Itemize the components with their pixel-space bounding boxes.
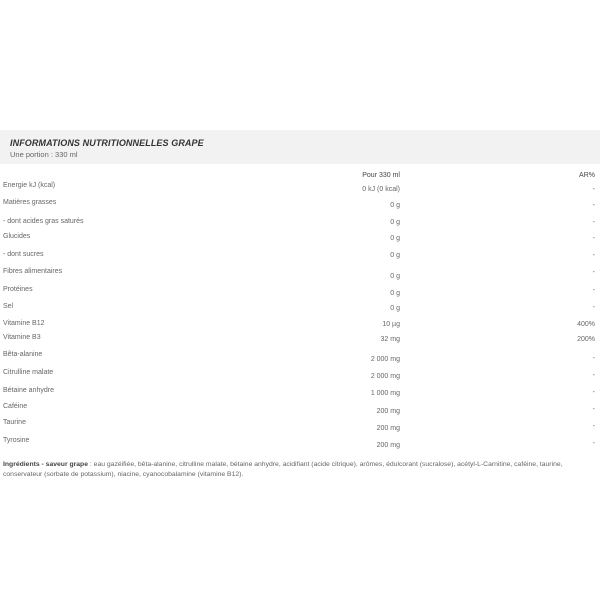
page-title: INFORMATIONS NUTRITIONNELLES GRAPE <box>10 138 204 148</box>
nutrient-name: Vitamine B3 <box>3 334 41 341</box>
table-row <box>0 265 600 283</box>
nutrient-value: 0 g <box>390 219 400 226</box>
ingredients-text <box>0 453 593 480</box>
nutrition-header <box>0 130 600 164</box>
nutrient-ar: - <box>592 235 595 242</box>
nutrient-name: - dont sucres <box>3 251 44 258</box>
nutrient-ar: - <box>592 186 595 193</box>
nutrient-name: Fibres alimentaires <box>3 268 63 275</box>
nutrient-value: 10 µg <box>382 321 400 328</box>
nutrient-ar: - <box>592 304 595 311</box>
nutrient-name: Taurine <box>3 419 26 426</box>
serving-size: Une portion : 330 ml <box>10 150 78 159</box>
table-row <box>0 197 600 214</box>
nutrient-ar: 400% <box>577 321 595 328</box>
nutrient-value: 2 000 mg <box>370 356 400 363</box>
nutrition-rows <box>0 182 600 453</box>
nutrient-value: 200 mg <box>376 442 400 449</box>
nutrient-ar: 200% <box>577 336 595 343</box>
table-row <box>0 402 600 419</box>
nutrient-name: Protéines <box>3 286 33 293</box>
nutrition-table <box>0 164 600 453</box>
nutrient-ar: - <box>592 389 595 396</box>
nutrient-value: 0 g <box>390 273 400 280</box>
table-row <box>0 300 600 318</box>
nutrient-name: Citrulline malate <box>3 369 54 376</box>
nutrient-value: 2 000 mg <box>370 373 400 380</box>
nutrient-ar: - <box>592 219 595 226</box>
nutrient-name: Sel <box>3 303 14 310</box>
table-row <box>0 385 600 402</box>
nutrient-ar: - <box>592 269 595 276</box>
ingredients-list: : eau gazéifiée, bêta-alanine, citrulline malate, bétaine anhydre, acidifiant (acide citrique), arômes, édulcorant (sucralose), acétyl-L-Carnitine, caféine, taurine, conservateur (sorbate de potassium), niacine, cyanocobalamine (vitamine B12). <box>3 461 563 478</box>
table-row <box>0 231 600 248</box>
column-header-nutrient <box>0 164 300 182</box>
nutrient-value: 200 mg <box>376 425 400 432</box>
nutrient-value: 0 kJ (0 kcal) <box>362 186 400 193</box>
ingredients-label: Ingrédients - saveur grape <box>3 461 88 468</box>
column-header-per-serving: Pour 330 ml <box>362 171 400 179</box>
nutrient-name: Tyrosine <box>3 437 30 444</box>
nutrient-ar: - <box>592 202 595 209</box>
nutrient-name: Bétaine anhydre <box>3 387 54 394</box>
table-row <box>0 214 600 231</box>
nutrient-ar: - <box>592 287 595 294</box>
nutrient-ar: - <box>592 252 595 259</box>
nutrient-value: 1 000 mg <box>370 390 400 397</box>
nutrient-ar: - <box>592 406 595 413</box>
nutrient-value: 32 mg <box>380 336 400 343</box>
table-header-row <box>0 164 600 182</box>
column-header-ar: AR% <box>579 171 595 179</box>
nutrient-ar: - <box>592 372 595 379</box>
nutrient-name: Glucides <box>3 233 31 240</box>
nutrient-value: 0 g <box>390 305 400 312</box>
table-row <box>0 436 600 453</box>
nutrient-name: Caféine <box>3 403 28 410</box>
table-row <box>0 182 600 197</box>
table-row <box>0 368 600 385</box>
nutrient-ar: - <box>592 355 595 362</box>
nutrient-ar: - <box>592 423 595 430</box>
nutrient-value: 0 g <box>390 235 400 242</box>
table-row <box>0 318 600 333</box>
table-row <box>0 419 600 436</box>
nutrition-panel <box>0 130 600 480</box>
nutrient-name: Vitamine B12 <box>3 320 45 327</box>
table-row <box>0 351 600 368</box>
nutrient-value: 0 g <box>390 202 400 209</box>
nutrient-value: 200 mg <box>376 408 400 415</box>
table-row <box>0 283 600 300</box>
table-row <box>0 248 600 265</box>
nutrient-name: Matières grasses <box>3 199 57 206</box>
nutrient-value: 0 g <box>390 290 400 297</box>
nutrient-ar: - <box>592 440 595 447</box>
nutrient-name: Energie kJ (kcal) <box>3 182 56 189</box>
nutrient-name: - dont acides gras saturés <box>3 218 84 225</box>
nutrient-value: 0 g <box>390 252 400 259</box>
nutrient-name: Bêta-alanine <box>3 351 43 358</box>
table-row <box>0 333 600 351</box>
